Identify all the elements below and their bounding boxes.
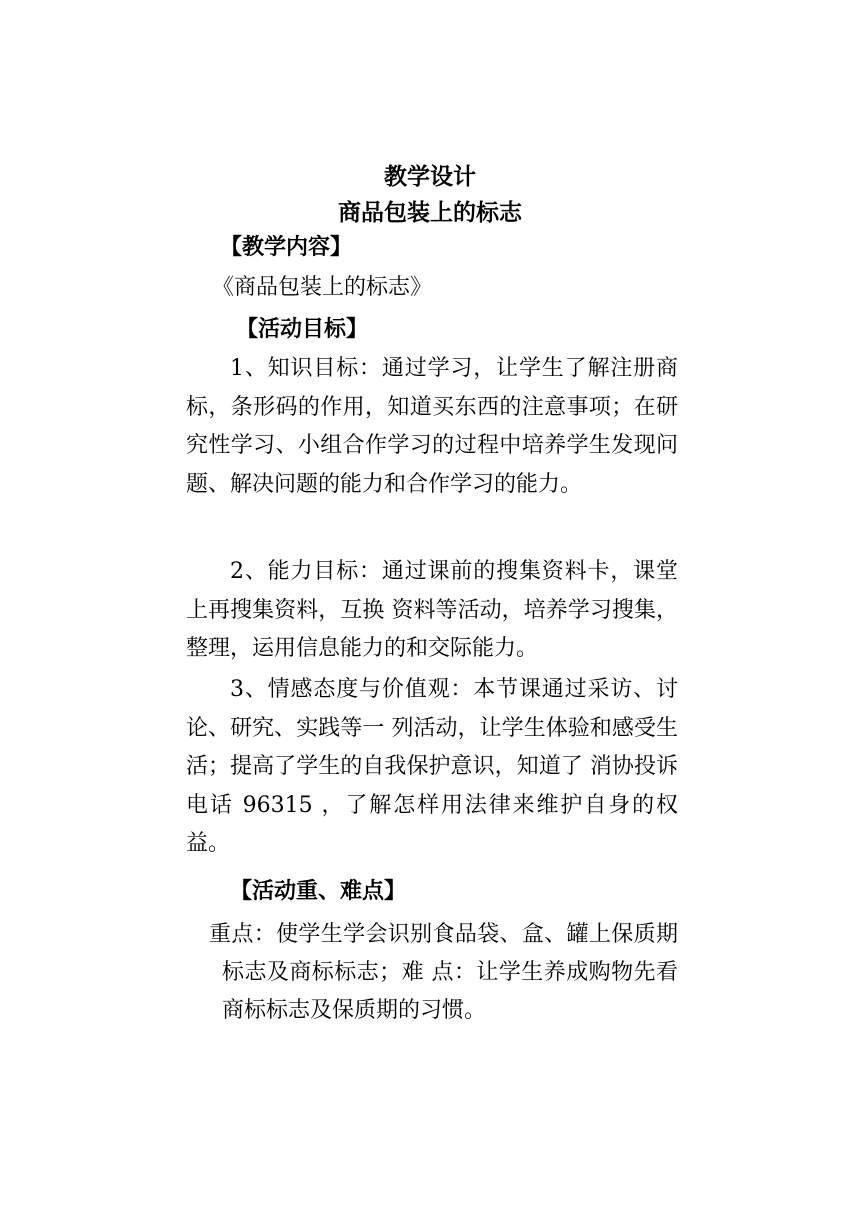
goal-ability-paragraph: 2、能力目标：通过课前的搜集资料卡，课堂上再搜集资料，互换 资料等活动，培养学习搜集，整理，运用信息能力的和交际能力。	[186, 559, 678, 661]
content-text: 《商品包装上的标志》	[212, 275, 433, 300]
section-heading-key-points: 【活动重、难点】	[230, 879, 407, 904]
goal-knowledge-paragraph: 1、知识目标：通过学习，让学生了解注册商标，条形码的作用，知道买东西的注意事项；在研究性学习、小组合作学习的过程中培养学生发现问题、解决问题的能力和合作学习的能力。	[186, 356, 678, 497]
section-heading-goals: 【活动目标】	[236, 317, 369, 342]
key-points-paragraph: 重点：使学生学会识别食品袋、盒、罐上保质期标志及商标标志；难 点：让学生养成购物先看商标标志及保质期的习惯。	[209, 922, 678, 1023]
document-title: 教学设计	[384, 164, 476, 190]
document-subtitle: 商品包装上的标志	[338, 200, 522, 226]
section-heading-content: 【教学内容】	[220, 235, 353, 260]
goal-emotion-paragraph: 3、情感态度与价值观：本节课通过采访、讨论、研究、实践等一 列活动，让学生体验和感受生活；提高了学生的自我保护意识，知道了 消协投诉电话 96315 ，了解怎样用法律来维护自身的权益。	[186, 677, 678, 856]
